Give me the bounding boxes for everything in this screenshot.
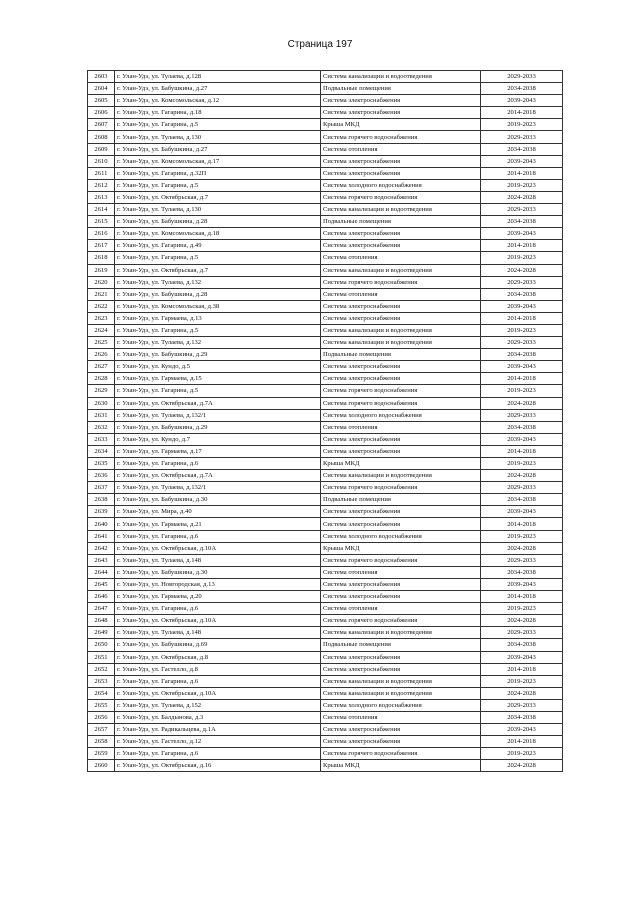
row-number-cell: 2623 xyxy=(88,312,115,324)
row-number-cell: 2643 xyxy=(88,554,115,566)
row-number-cell: 2608 xyxy=(88,131,115,143)
address-cell: г. Улан-Удэ, ул. Тулаева, д.130 xyxy=(115,131,321,143)
address-cell: г. Улан-Удэ, ул. Бабушкина, д.28 xyxy=(115,288,321,300)
table-row xyxy=(88,748,563,760)
row-number-cell: 2651 xyxy=(88,651,115,663)
row-number-cell: 2625 xyxy=(88,337,115,349)
table-row xyxy=(88,312,563,324)
table-row xyxy=(88,470,563,482)
system-cell: Система канализации и водоотведения xyxy=(321,675,481,687)
table-row xyxy=(88,639,563,651)
period-cell: 2019-2023 xyxy=(481,748,563,760)
period-cell: 2039-2043 xyxy=(481,578,563,590)
address-cell: г. Улан-Удэ, ул. Октябрьская, д.10А xyxy=(115,687,321,699)
period-cell: 2014-2018 xyxy=(481,518,563,530)
row-number-cell: 2649 xyxy=(88,627,115,639)
table-row xyxy=(88,518,563,530)
row-number-cell: 2606 xyxy=(88,107,115,119)
period-cell: 2019-2023 xyxy=(481,675,563,687)
system-cell: Система холодного водоснабжения xyxy=(321,530,481,542)
table-row xyxy=(88,107,563,119)
table-row xyxy=(88,191,563,203)
period-cell: 2034-2038 xyxy=(481,143,563,155)
table-row xyxy=(88,482,563,494)
period-cell: 2034-2038 xyxy=(481,711,563,723)
period-cell: 2014-2018 xyxy=(481,167,563,179)
row-number-cell: 2644 xyxy=(88,566,115,578)
address-cell: г. Улан-Удэ, ул. Бабушкина, д.28 xyxy=(115,216,321,228)
address-cell: г. Улан-Удэ, ул. Гагарина, д.5 xyxy=(115,324,321,336)
row-number-cell: 2617 xyxy=(88,240,115,252)
table-row xyxy=(88,216,563,228)
row-number-cell: 2603 xyxy=(88,71,115,83)
system-cell: Система холодного водоснабжения xyxy=(321,699,481,711)
table-row xyxy=(88,736,563,748)
row-number-cell: 2654 xyxy=(88,687,115,699)
system-cell: Система канализации и водоотведения xyxy=(321,337,481,349)
system-cell: Система горячего водоснабжения xyxy=(321,191,481,203)
system-cell: Система холодного водоснабжения xyxy=(321,409,481,421)
system-cell: Система отопления xyxy=(321,711,481,723)
period-cell: 2014-2018 xyxy=(481,736,563,748)
row-number-cell: 2645 xyxy=(88,578,115,590)
table-row xyxy=(88,494,563,506)
row-number-cell: 2616 xyxy=(88,228,115,240)
table-row xyxy=(88,627,563,639)
table-row xyxy=(88,204,563,216)
system-cell: Система горячего водоснабжения xyxy=(321,131,481,143)
period-cell: 2024-2028 xyxy=(481,760,563,772)
address-cell: г. Улан-Удэ, ул. Тулаева, д.132 xyxy=(115,276,321,288)
system-cell: Система отопления xyxy=(321,603,481,615)
period-cell: 2034-2038 xyxy=(481,288,563,300)
system-cell: Система канализации и водоотведения xyxy=(321,324,481,336)
table-row xyxy=(88,663,563,675)
table-row xyxy=(88,603,563,615)
system-cell: Система горячего водоснабжения xyxy=(321,385,481,397)
period-cell: 2039-2043 xyxy=(481,433,563,445)
address-cell: г. Улан-Удэ, ул. Тулаева, д.148 xyxy=(115,627,321,639)
address-cell: г. Улан-Удэ, ул. Гагарина, д.5 xyxy=(115,179,321,191)
system-cell: Система электроснабжения xyxy=(321,518,481,530)
table-row xyxy=(88,385,563,397)
period-cell: 2029-2033 xyxy=(481,482,563,494)
table-row xyxy=(88,711,563,723)
system-cell: Система электроснабжения xyxy=(321,240,481,252)
table-row xyxy=(88,361,563,373)
system-cell: Система электроснабжения xyxy=(321,107,481,119)
address-cell: г. Улан-Удэ, ул. Октябрьская, д.8 xyxy=(115,651,321,663)
period-cell: 2024-2028 xyxy=(481,470,563,482)
table-row xyxy=(88,578,563,590)
system-cell: Система электроснабжения xyxy=(321,591,481,603)
address-cell: г. Улан-Удэ, ул. Новгородская, д.13 xyxy=(115,578,321,590)
system-cell: Крыша МКД xyxy=(321,119,481,131)
period-cell: 2014-2018 xyxy=(481,240,563,252)
period-cell: 2024-2028 xyxy=(481,542,563,554)
address-cell: г. Улан-Удэ, ул. Октябрьская, д.16 xyxy=(115,760,321,772)
system-cell: Система горячего водоснабжения xyxy=(321,276,481,288)
row-number-cell: 2629 xyxy=(88,385,115,397)
table-row xyxy=(88,445,563,457)
row-number-cell: 2655 xyxy=(88,699,115,711)
address-cell: г. Улан-Удэ, ул. Мира, д.40 xyxy=(115,506,321,518)
address-cell: г. Улан-Удэ, ул. Гагарина, д.6 xyxy=(115,603,321,615)
table-row xyxy=(88,421,563,433)
table-row xyxy=(88,687,563,699)
system-cell: Система электроснабжения xyxy=(321,155,481,167)
table-row xyxy=(88,724,563,736)
period-cell: 2019-2023 xyxy=(481,385,563,397)
row-number-cell: 2639 xyxy=(88,506,115,518)
system-cell: Крыша МКД xyxy=(321,542,481,554)
table-row xyxy=(88,83,563,95)
address-cell: г. Улан-Удэ, ул. Гагарина, д.18 xyxy=(115,107,321,119)
period-cell: 2024-2028 xyxy=(481,191,563,203)
period-cell: 2029-2033 xyxy=(481,409,563,421)
address-cell: г. Улан-Удэ, ул. Гармаева, д.13 xyxy=(115,312,321,324)
row-number-cell: 2637 xyxy=(88,482,115,494)
system-cell: Подвальные помещения xyxy=(321,639,481,651)
period-cell: 2019-2023 xyxy=(481,458,563,470)
period-cell: 2034-2038 xyxy=(481,349,563,361)
table-row xyxy=(88,458,563,470)
address-cell: г. Улан-Удэ, ул. Октябрьская, д.7А xyxy=(115,470,321,482)
table-row xyxy=(88,554,563,566)
system-cell: Система электроснабжения xyxy=(321,312,481,324)
system-cell: Система горячего водоснабжения xyxy=(321,482,481,494)
system-cell: Система электроснабжения xyxy=(321,167,481,179)
system-cell: Система отопления xyxy=(321,252,481,264)
table-row xyxy=(88,542,563,554)
row-number-cell: 2628 xyxy=(88,373,115,385)
address-cell: г. Улан-Удэ, ул. Бабушкина, д.30 xyxy=(115,494,321,506)
row-number-cell: 2641 xyxy=(88,530,115,542)
row-number-cell: 2647 xyxy=(88,603,115,615)
row-number-cell: 2640 xyxy=(88,518,115,530)
row-number-cell: 2653 xyxy=(88,675,115,687)
table-row xyxy=(88,337,563,349)
system-cell: Подвальные помещения xyxy=(321,83,481,95)
system-cell: Система канализации и водоотведения xyxy=(321,264,481,276)
period-cell: 2024-2028 xyxy=(481,397,563,409)
table-row xyxy=(88,276,563,288)
system-cell: Система электроснабжения xyxy=(321,506,481,518)
table-row xyxy=(88,288,563,300)
system-cell: Система электроснабжения xyxy=(321,578,481,590)
system-cell: Система канализации и водоотведения xyxy=(321,204,481,216)
period-cell: 2014-2018 xyxy=(481,373,563,385)
table-row xyxy=(88,530,563,542)
address-cell: г. Улан-Удэ, ул. Октябрьская, д.7 xyxy=(115,264,321,276)
address-cell: г. Улан-Удэ, ул. Гагарина, д.6 xyxy=(115,530,321,542)
period-cell: 2034-2038 xyxy=(481,566,563,578)
period-cell: 2039-2043 xyxy=(481,361,563,373)
row-number-cell: 2612 xyxy=(88,179,115,191)
table-row xyxy=(88,373,563,385)
system-cell: Подвальные помещения xyxy=(321,216,481,228)
period-cell: 2019-2023 xyxy=(481,530,563,542)
system-cell: Система электроснабжения xyxy=(321,433,481,445)
address-cell: г. Улан-Удэ, ул. Гастелло, д.8 xyxy=(115,663,321,675)
address-cell: г. Улан-Удэ, ул. Гармаева, д.20 xyxy=(115,591,321,603)
table-row xyxy=(88,95,563,107)
address-cell: г. Улан-Удэ, ул. Тулаева, д.130 xyxy=(115,204,321,216)
row-number-cell: 2622 xyxy=(88,300,115,312)
address-cell: г. Улан-Удэ, ул. Кундо, д.5 xyxy=(115,361,321,373)
table-row xyxy=(88,240,563,252)
table-row xyxy=(88,119,563,131)
row-number-cell: 2648 xyxy=(88,615,115,627)
period-cell: 2029-2033 xyxy=(481,699,563,711)
period-cell: 2039-2043 xyxy=(481,724,563,736)
address-cell: г. Улан-Удэ, ул. Кундо, д.7 xyxy=(115,433,321,445)
system-cell: Система канализации и водоотведения xyxy=(321,687,481,699)
period-cell: 2029-2033 xyxy=(481,554,563,566)
system-cell: Система отопления xyxy=(321,421,481,433)
address-cell: г. Улан-Удэ, ул. Тулаева, д.152 xyxy=(115,699,321,711)
system-cell: Система горячего водоснабжения xyxy=(321,748,481,760)
period-cell: 2024-2028 xyxy=(481,687,563,699)
row-number-cell: 2632 xyxy=(88,421,115,433)
address-cell: г. Улан-Удэ, ул. Бабушкина, д.27 xyxy=(115,83,321,95)
table-row xyxy=(88,651,563,663)
system-cell: Система канализации и водоотведения xyxy=(321,470,481,482)
period-cell: 2034-2038 xyxy=(481,421,563,433)
table-row xyxy=(88,591,563,603)
system-cell: Система отопления xyxy=(321,288,481,300)
period-cell: 2034-2038 xyxy=(481,639,563,651)
table-row xyxy=(88,167,563,179)
address-cell: г. Улан-Удэ, ул. Радикальцева, д.1А xyxy=(115,724,321,736)
row-number-cell: 2624 xyxy=(88,324,115,336)
period-cell: 2019-2023 xyxy=(481,603,563,615)
address-cell: г. Улан-Удэ, ул. Октябрьская, д.7А xyxy=(115,397,321,409)
table-row xyxy=(88,615,563,627)
period-cell: 2039-2043 xyxy=(481,506,563,518)
system-cell: Система электроснабжения xyxy=(321,361,481,373)
address-cell: г. Улан-Удэ, ул. Бабушкина, д.29 xyxy=(115,421,321,433)
address-cell: г. Улан-Удэ, ул. Октябрьская, д.10А xyxy=(115,615,321,627)
system-cell: Система электроснабжения xyxy=(321,736,481,748)
row-number-cell: 2604 xyxy=(88,83,115,95)
system-cell: Система горячего водоснабжения xyxy=(321,554,481,566)
row-number-cell: 2627 xyxy=(88,361,115,373)
row-number-cell: 2614 xyxy=(88,204,115,216)
row-number-cell: 2621 xyxy=(88,288,115,300)
period-cell: 2029-2033 xyxy=(481,71,563,83)
period-cell: 2024-2028 xyxy=(481,615,563,627)
row-number-cell: 2607 xyxy=(88,119,115,131)
period-cell: 2014-2018 xyxy=(481,663,563,675)
address-cell: г. Улан-Удэ, ул. Тулаева, д.132/1 xyxy=(115,409,321,421)
period-cell: 2029-2033 xyxy=(481,627,563,639)
system-cell: Система отопления xyxy=(321,566,481,578)
system-cell: Система электроснабжения xyxy=(321,724,481,736)
period-cell: 2014-2018 xyxy=(481,312,563,324)
table-row xyxy=(88,143,563,155)
row-number-cell: 2605 xyxy=(88,95,115,107)
period-cell: 2014-2018 xyxy=(481,107,563,119)
address-cell: г. Улан-Удэ, ул. Тулаева, д.128 xyxy=(115,71,321,83)
row-number-cell: 2631 xyxy=(88,409,115,421)
row-number-cell: 2609 xyxy=(88,143,115,155)
period-cell: 2019-2023 xyxy=(481,324,563,336)
table-row xyxy=(88,675,563,687)
address-cell: г. Улан-Удэ, ул. Тулаева, д.132/1 xyxy=(115,482,321,494)
system-cell: Система электроснабжения xyxy=(321,651,481,663)
period-cell: 2024-2028 xyxy=(481,264,563,276)
table-row xyxy=(88,506,563,518)
address-cell: г. Улан-Удэ, ул. Гагарина, д.6 xyxy=(115,458,321,470)
table-row xyxy=(88,397,563,409)
period-cell: 2034-2038 xyxy=(481,216,563,228)
address-cell: г. Улан-Удэ, ул. Гармаева, д.15 xyxy=(115,373,321,385)
row-number-cell: 2638 xyxy=(88,494,115,506)
row-number-cell: 2659 xyxy=(88,748,115,760)
row-number-cell: 2646 xyxy=(88,591,115,603)
address-cell: г. Улан-Удэ, ул. Гагарина, д.6 xyxy=(115,748,321,760)
table-row xyxy=(88,131,563,143)
table-row xyxy=(88,228,563,240)
period-cell: 2039-2043 xyxy=(481,300,563,312)
address-cell: г. Улан-Удэ, ул. Гагарина, д.5 xyxy=(115,385,321,397)
system-cell: Подвальные помещения xyxy=(321,494,481,506)
system-cell: Система электроснабжения xyxy=(321,373,481,385)
period-cell: 2014-2018 xyxy=(481,591,563,603)
period-cell: 2014-2018 xyxy=(481,445,563,457)
table-row xyxy=(88,324,563,336)
table-row xyxy=(88,409,563,421)
table-row xyxy=(88,760,563,772)
system-cell: Система канализации и водоотведения xyxy=(321,71,481,83)
address-cell: г. Улан-Удэ, ул. Бабушкина, д.27 xyxy=(115,143,321,155)
system-cell: Крыша МКД xyxy=(321,760,481,772)
table-row xyxy=(88,264,563,276)
row-number-cell: 2634 xyxy=(88,445,115,457)
address-cell: г. Улан-Удэ, ул. Бабушкина, д.69 xyxy=(115,639,321,651)
address-cell: г. Улан-Удэ, ул. Бабушкина, д.30 xyxy=(115,566,321,578)
address-cell: г. Улан-Удэ, ул. Гастелло, д.12 xyxy=(115,736,321,748)
row-number-cell: 2626 xyxy=(88,349,115,361)
address-cell: г. Улан-Удэ, ул. Гагарина, д.32П xyxy=(115,167,321,179)
period-cell: 2019-2023 xyxy=(481,252,563,264)
address-cell: г. Улан-Удэ, ул. Гармаева, д.21 xyxy=(115,518,321,530)
system-cell: Система электроснабжения xyxy=(321,95,481,107)
row-number-cell: 2630 xyxy=(88,397,115,409)
system-cell: Подвальные помещения xyxy=(321,349,481,361)
table-row xyxy=(88,179,563,191)
period-cell: 2019-2023 xyxy=(481,119,563,131)
system-cell: Крыша МКД xyxy=(321,458,481,470)
address-cell: г. Улан-Удэ, ул. Гагарина, д.5 xyxy=(115,252,321,264)
row-number-cell: 2650 xyxy=(88,639,115,651)
row-number-cell: 2615 xyxy=(88,216,115,228)
address-cell: г. Улан-Удэ, ул. Бабушкина, д.29 xyxy=(115,349,321,361)
period-cell: 2029-2033 xyxy=(481,131,563,143)
address-cell: г. Улан-Удэ, ул. Балдынова, д.3 xyxy=(115,711,321,723)
row-number-cell: 2618 xyxy=(88,252,115,264)
system-cell: Система электроснабжения xyxy=(321,445,481,457)
row-number-cell: 2636 xyxy=(88,470,115,482)
table-row xyxy=(88,71,563,83)
table-row xyxy=(88,566,563,578)
row-number-cell: 2613 xyxy=(88,191,115,203)
table-body xyxy=(88,71,563,772)
table-row xyxy=(88,155,563,167)
housing-repair-table xyxy=(87,70,563,772)
table-row xyxy=(88,433,563,445)
row-number-cell: 2611 xyxy=(88,167,115,179)
address-cell: г. Улан-Удэ, ул. Гагарина, д.6 xyxy=(115,675,321,687)
system-cell: Система горячего водоснабжения xyxy=(321,397,481,409)
address-cell: г. Улан-Удэ, ул. Комсомольская, д.17 xyxy=(115,155,321,167)
address-cell: г. Улан-Удэ, ул. Комсомольская, д.12 xyxy=(115,95,321,107)
row-number-cell: 2619 xyxy=(88,264,115,276)
address-cell: г. Улан-Удэ, ул. Гагарина, д.49 xyxy=(115,240,321,252)
address-cell: г. Улан-Удэ, ул. Октябрьская, д.10А xyxy=(115,542,321,554)
row-number-cell: 2610 xyxy=(88,155,115,167)
row-number-cell: 2657 xyxy=(88,724,115,736)
row-number-cell: 2642 xyxy=(88,542,115,554)
system-cell: Система электроснабжения xyxy=(321,663,481,675)
period-cell: 2029-2033 xyxy=(481,204,563,216)
period-cell: 2039-2043 xyxy=(481,228,563,240)
system-cell: Система канализации и водоотведения xyxy=(321,627,481,639)
address-cell: г. Улан-Удэ, ул. Гагарина, д.5 xyxy=(115,119,321,131)
table-row xyxy=(88,252,563,264)
address-cell: г. Улан-Удэ, ул. Тулаева, д.148 xyxy=(115,554,321,566)
table-row xyxy=(88,349,563,361)
system-cell: Система электроснабжения xyxy=(321,300,481,312)
system-cell: Система горячего водоснабжения xyxy=(321,615,481,627)
page-number-header: Страница 197 xyxy=(287,39,353,50)
row-number-cell: 2656 xyxy=(88,711,115,723)
period-cell: 2029-2033 xyxy=(481,337,563,349)
row-number-cell: 2652 xyxy=(88,663,115,675)
table-row xyxy=(88,300,563,312)
address-cell: г. Улан-Удэ, ул. Комсомольская, д.18 xyxy=(115,228,321,240)
address-cell: г. Улан-Удэ, ул. Октябрьская, д.7 xyxy=(115,191,321,203)
period-cell: 2039-2043 xyxy=(481,651,563,663)
system-cell: Система холодного водоснабжения xyxy=(321,179,481,191)
period-cell: 2029-2033 xyxy=(481,276,563,288)
period-cell: 2019-2023 xyxy=(481,179,563,191)
row-number-cell: 2620 xyxy=(88,276,115,288)
row-number-cell: 2660 xyxy=(88,760,115,772)
row-number-cell: 2658 xyxy=(88,736,115,748)
row-number-cell: 2635 xyxy=(88,458,115,470)
system-cell: Система отопления xyxy=(321,143,481,155)
address-cell: г. Улан-Удэ, ул. Комсомольская, д.38 xyxy=(115,300,321,312)
period-cell: 2034-2038 xyxy=(481,83,563,95)
period-cell: 2039-2043 xyxy=(481,95,563,107)
table-row xyxy=(88,699,563,711)
address-cell: г. Улан-Удэ, ул. Тулаева, д.132 xyxy=(115,337,321,349)
system-cell: Система электроснабжения xyxy=(321,228,481,240)
row-number-cell: 2633 xyxy=(88,433,115,445)
address-cell: г. Улан-Удэ, ул. Гармаева, д.17 xyxy=(115,445,321,457)
period-cell: 2034-2038 xyxy=(481,494,563,506)
period-cell: 2039-2043 xyxy=(481,155,563,167)
